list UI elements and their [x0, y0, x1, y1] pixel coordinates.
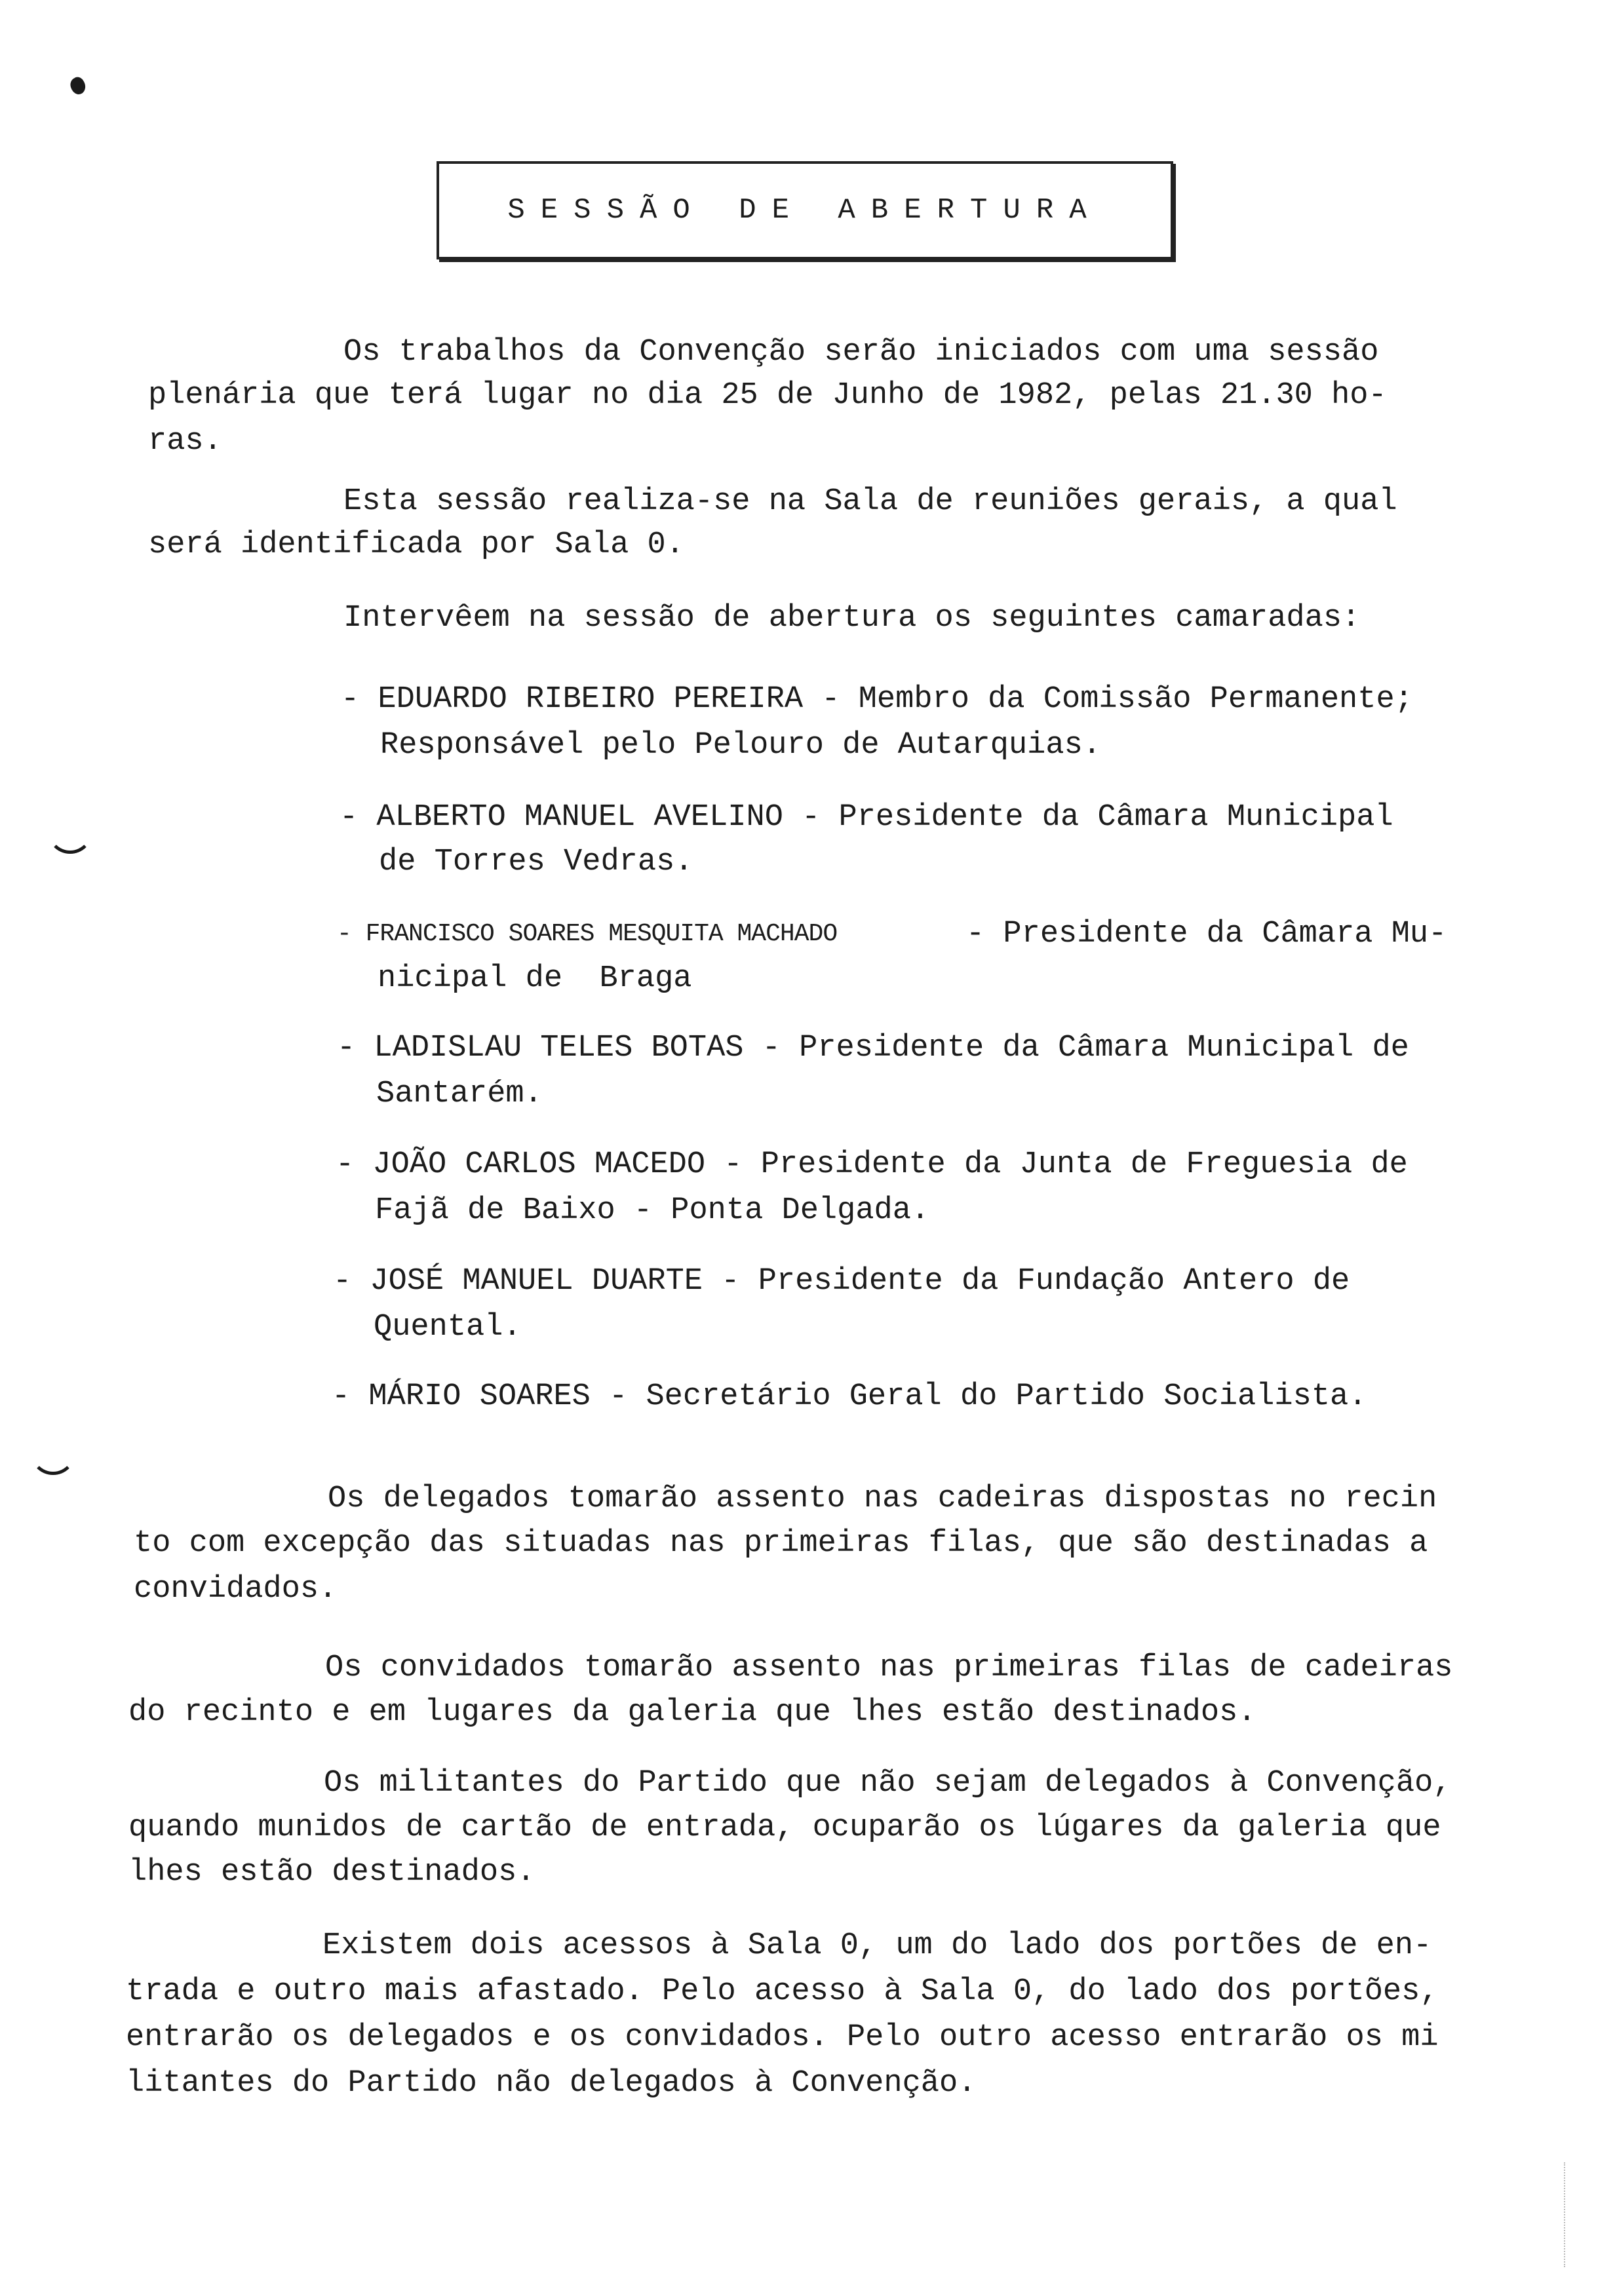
text-line: entrarão os delegados e os convidados. Pelo outro acesso entrarão os mi: [126, 2020, 1439, 2055]
text-line: de Torres Vedras.: [379, 845, 693, 879]
text-line: nicipal de Braga: [378, 961, 692, 996]
text-line: - FRANCISCO SOARES MESQUITA MACHADO: [337, 920, 838, 948]
binding-hole-mark: [30, 1448, 76, 1475]
text-line: plenária que terá lugar no dia 25 de Junho de 1982, pelas 21.30 ho-: [148, 378, 1387, 413]
ink-blot-mark: [68, 75, 88, 97]
text-line: lhes estão destinados.: [128, 1855, 535, 1890]
text-line: - Presidente da Câmara Mu-: [966, 917, 1447, 951]
binding-hole-mark: [47, 827, 93, 854]
text-line: Santarém.: [376, 1077, 543, 1111]
text-line: Quental.: [374, 1310, 522, 1345]
text-line: Os trabalhos da Convenção serão iniciados com uma sessão: [343, 335, 1379, 370]
text-line: Os militantes do Partido que não sejam delegados à Convenção,: [324, 1766, 1452, 1801]
text-line: - LADISLAU TELES BOTAS - Presidente da Câmara Municipal de: [337, 1031, 1409, 1065]
text-line: quando munidos de cartão de entrada, ocuparão os lúgares da galeria que: [128, 1810, 1441, 1845]
text-line: trada e outro mais afastado. Pelo acesso à Sala 0, do lado dos portões,: [126, 1974, 1439, 2009]
page-title: SESSÃO DE ABERTURA: [507, 194, 1102, 227]
text-line: litantes do Partido não delegados à Convenção.: [126, 2066, 977, 2101]
text-line: Fajã de Baixo - Ponta Delgada.: [375, 1193, 930, 1228]
text-line: será identificada por Sala 0.: [148, 527, 684, 562]
text-line: - JOSÉ MANUEL DUARTE - Presidente da Fundação Antero de: [333, 1264, 1350, 1299]
text-line: Os delegados tomarão assento nas cadeiras dispostas no recin: [328, 1482, 1437, 1516]
text-line: convidados.: [134, 1572, 338, 1607]
text-line: - EDUARDO RIBEIRO PEREIRA - Membro da Comissão Permanente;: [341, 682, 1413, 717]
text-line: - JOÃO CARLOS MACEDO - Presidente da Junta de Freguesia de: [336, 1147, 1408, 1182]
text-line: do recinto e em lugares da galeria que lhes estão destinados.: [128, 1695, 1256, 1730]
text-line: Intervêem na sessão de abertura os seguintes camaradas:: [343, 601, 1361, 636]
text-line: ras.: [148, 424, 222, 459]
text-line: to com excepção das situadas nas primeiras filas, que são destinadas a: [134, 1526, 1428, 1561]
text-line: - MÁRIO SOARES - Secretário Geral do Partido Socialista.: [332, 1379, 1367, 1414]
text-line: - ALBERTO MANUEL AVELINO - Presidente da Câmara Municipal: [340, 800, 1393, 835]
text-line: Existem dois acessos à Sala 0, um do lado dos portões de en-: [322, 1928, 1432, 1963]
text-line: Esta sessão realiza-se na Sala de reuniões gerais, a qual: [343, 484, 1397, 519]
title-box: [437, 161, 1173, 259]
text-line: Responsável pelo Pelouro de Autarquias.: [380, 728, 1101, 763]
text-line: Os convidados tomarão assento nas primeiras filas de cadeiras: [325, 1651, 1453, 1685]
margin-scan-artifact: [1564, 2162, 1566, 2267]
